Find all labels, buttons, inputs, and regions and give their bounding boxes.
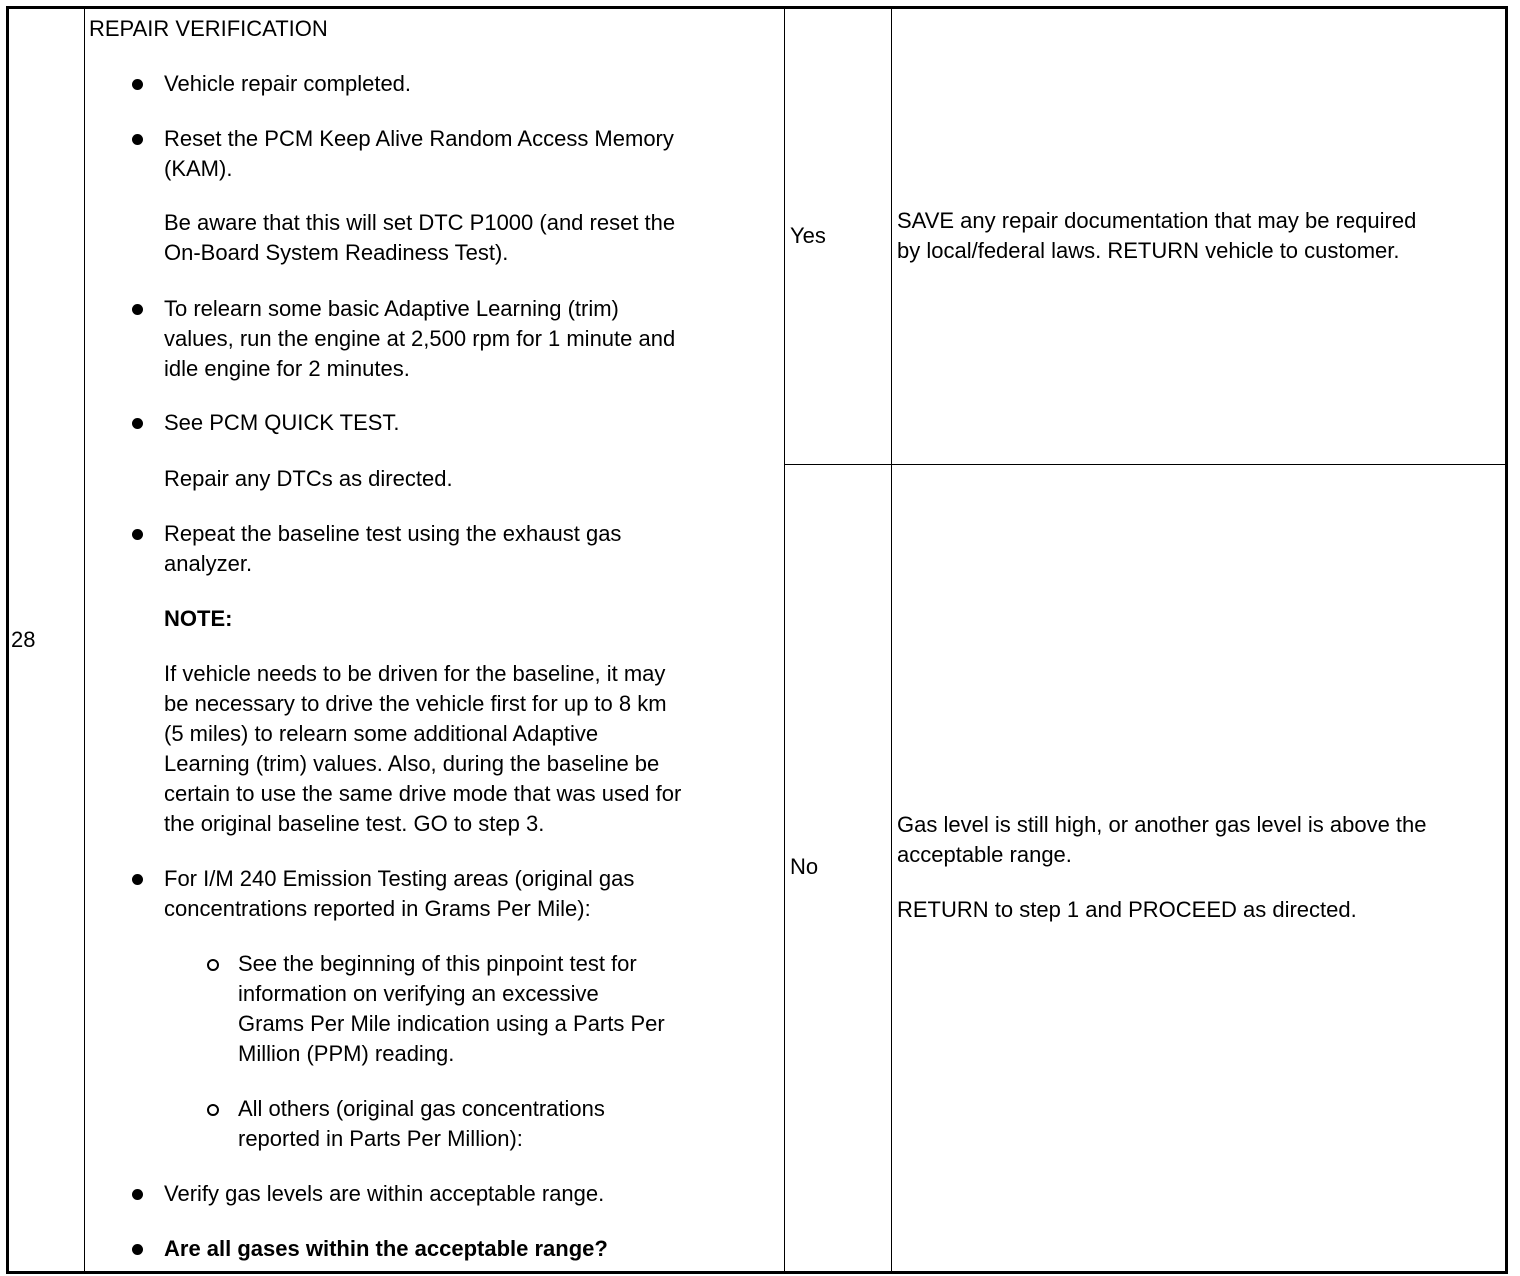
sub-bullet-icon (207, 959, 219, 971)
bullet-icon (132, 874, 143, 885)
question-text: Are all gases within the acceptable range? (164, 1236, 608, 1261)
step-text: Repeat the baseline test using the exhaust gas analyzer. (164, 521, 622, 576)
result-no-action-2: RETURN to step 1 and PROCEED as directed. (897, 897, 1357, 922)
bullet-icon (132, 418, 143, 429)
column-divider (84, 9, 85, 1271)
note-text: If vehicle needs to be driven for the baseline, it may be necessary to drive the vehicle first for up to 8 km (5 miles) to relearn some additional Adaptive Learning (trim) values. Also, during the baseline be certain to use the same drive mode that was used for the original baseline test. GO to step 3. (164, 661, 682, 836)
bullet-icon (132, 304, 143, 315)
step-text: For I/M 240 Emission Testing areas (original gas concentrations reported in Grams Per Mile): (164, 866, 635, 921)
step-text: Vehicle repair completed. (164, 71, 412, 96)
bullet-icon (132, 529, 143, 540)
bullet-icon (132, 79, 143, 90)
row-divider (784, 464, 1505, 465)
sub-step-text: See the beginning of this pinpoint test for information on verifying an excessive Grams Per Mile indication using a Parts Per Million (PPM) reading. (238, 951, 665, 1066)
result-no-action: Gas level is still high, or another gas level is above the acceptable range. (897, 812, 1427, 867)
bullet-icon (132, 1189, 143, 1200)
result-yes-label: Yes (790, 223, 826, 248)
bullet-icon (132, 134, 143, 145)
sub-bullet-icon (207, 1104, 219, 1116)
step-text: Verify gas levels are within acceptable range. (164, 1181, 605, 1206)
step-text: See PCM QUICK TEST. (164, 410, 400, 435)
note-heading: NOTE: (164, 606, 233, 631)
step-text: Reset the PCM Keep Alive Random Access Memory (KAM). (164, 126, 674, 181)
step-text: To relearn some basic Adaptive Learning (trim) values, run the engine at 2,500 rpm for 1 minute and idle engine for 2 minutes. (164, 296, 676, 381)
bullet-icon (132, 1244, 143, 1255)
column-divider (784, 9, 785, 1271)
section-title: REPAIR VERIFICATION (89, 16, 328, 41)
procedure-table (6, 6, 1508, 1274)
step-text: Be aware that this will set DTC P1000 (and reset the On-Board System Readiness Test). (164, 210, 676, 265)
step-number: 28 (11, 627, 36, 652)
result-no-label: No (790, 854, 819, 879)
result-yes-action: SAVE any repair documentation that may be required by local/federal laws. RETURN vehicle to customer. (897, 208, 1417, 263)
step-text: Repair any DTCs as directed. (164, 466, 453, 491)
sub-step-text: All others (original gas concentrations reported in Parts Per Million): (238, 1096, 605, 1151)
column-divider (891, 9, 892, 1271)
